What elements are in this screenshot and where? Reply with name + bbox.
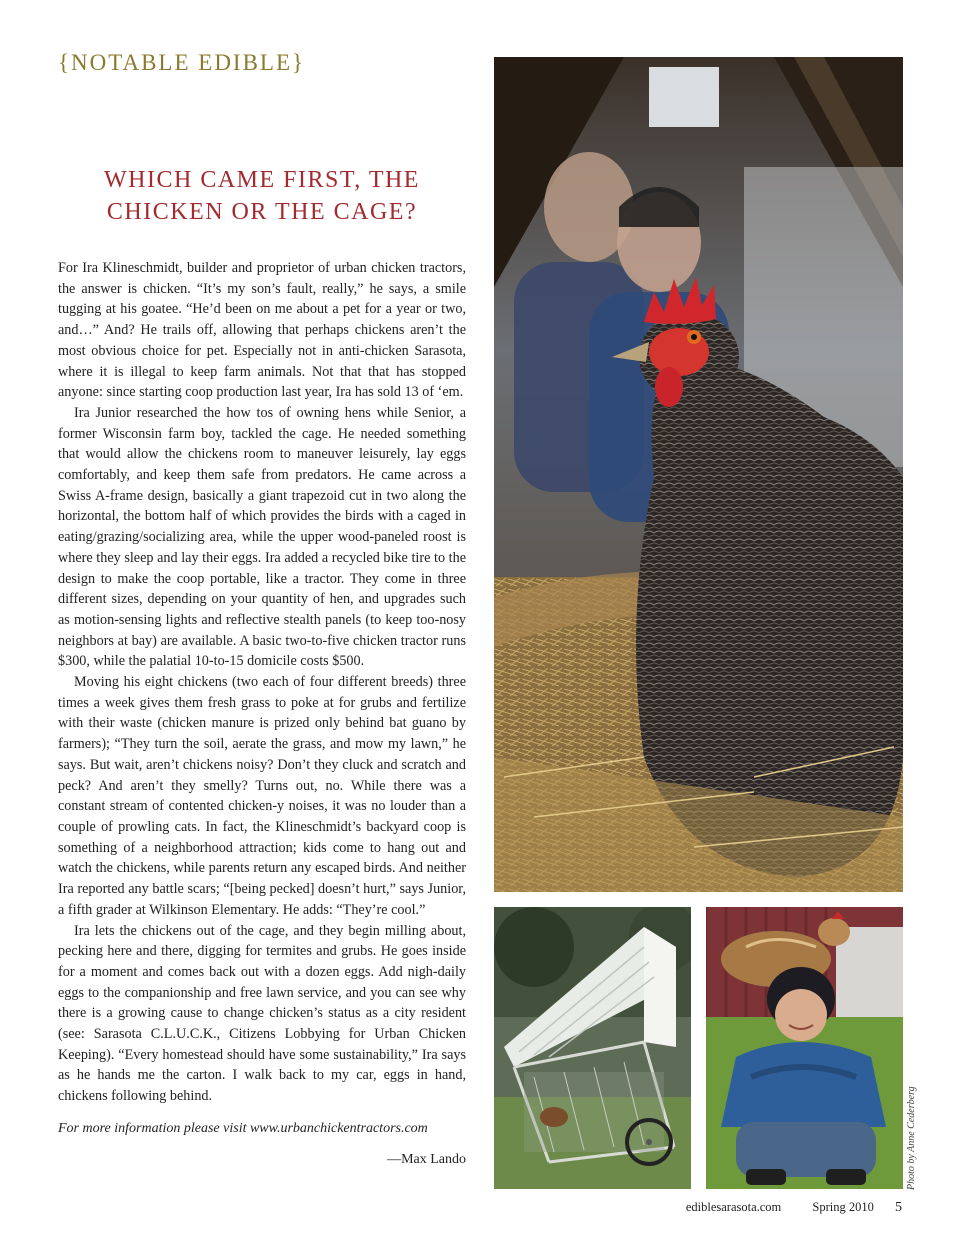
section-tag: {NOTABLE EDIBLE} xyxy=(58,50,306,75)
article-body xyxy=(58,258,466,1107)
article-paragraph-1: For Ira Klineschmidt, builder and proprietor of urban chicken tractors, the answer is chicken. “It’s my son’s fault, really,” he says, a smile tugging at his goatee. “He’d been on me about a pet for a year or two, and…” And? He trails off, allowing that perhaps chickens aren’t the most obvious choice for pet. Especially not in anti-chicken Sarasota, where it is illegal to keep farm animals. Not that that has stopped anyone: since starting coop production last year, Ira has sold 13 of ‘em. xyxy=(58,260,466,401)
article-paragraph-3: Moving his eight chickens (two each of four different breeds) three times a week gives them fresh grass to poke at for grubs and fertilize with their waste (chicken manure is prized only behind bat guano by farmers); “They turn the soil, aerate the grass, and mow my lawn,” he says. But wait, aren’t chickens noisy? Don’t they cluck and scratch and peck? And aren’t they smelly? Turns out, no. While there was a constant stream of contented chicken-y noises, it was no louder than a couple of prowling cats. In fact, the Klineschmidt’s backyard coop is something of a neighborhood attraction; kids come to hang out and watch the chickens, while parents return any escaped birds. And neither Ira reported any battle scars; “[being pecked] doesn’t hurt,” says Junior, a fifth grader at Wilkinson Elementary. He adds: “They’re cool.” xyxy=(58,674,466,918)
photo-credit: Photo by Anne Cederberg xyxy=(906,1086,917,1190)
chicken-coop-photo xyxy=(494,907,691,1189)
boy-with-hen-photo xyxy=(706,907,903,1189)
more-info-note: For more information please visit www.urbanchickentractors.com xyxy=(58,1121,428,1136)
headline-line-1: WHICH CAME FIRST, THE xyxy=(104,167,420,193)
article-paragraph-2: Ira Junior researched the how tos of owning hens while Senior, a former Wisconsin farm boy, tackled the cage. He needed something that would allow the chickens room to maneuver leisurely, lay eggs comfortably, and keep them safe from predators. He came across a Swiss A-frame design, basically a giant trapezoid cut in two along the horizontal, the bottom half of which provides the birds with a caged in eating/grazing/socializing area, while the upper wood-paneled roost is where they sleep and lay their eggs. Ira added a recycled bike tire to the design to make the coop portable, like a tractor. They come in three different sizes, depending on your quantity of hen, and upgrades such as motion-sensing lights and reflective stealth panels (to keep too-nosy neighbors at bay) are available. A basic two-to-five chicken tractor runs $300, while the palatial 10-to-15 domicile costs $500. xyxy=(58,404,466,670)
hen-photo xyxy=(494,57,903,892)
boy-with-hen-illustration xyxy=(706,907,903,1189)
headline-line-2: CHICKEN OR THE CAGE? xyxy=(106,199,418,225)
page-footer xyxy=(686,1200,902,1216)
article-paragraph-4: Ira lets the chickens out of the cage, and they begin milling about, pecking here and there, digging for termites and grubs. He goes inside for a moment and comes back out with a dozen eggs. Add nigh-daily eggs to the companionship and free lawn service, and you can see why there is a growing cause to change chicken’s status as a city resident (see: Sarasota C.L.U.C.K., Citizens Lobbying for Urban Chicken Keeping). “Every homestead should have some sustainability,” Ira says as he hands me the carton. I walk back to my car, eggs in hand, chickens following behind. xyxy=(58,922,466,1105)
article-headline xyxy=(58,164,466,228)
author-byline: —Max Lando xyxy=(387,1152,466,1167)
chicken-coop-illustration xyxy=(494,907,691,1189)
page-number: 5 xyxy=(895,1200,902,1215)
footer-issue: Spring 2010 xyxy=(812,1200,874,1214)
footer-website: ediblesarasota.com xyxy=(685,1200,782,1214)
hen-photo-illustration xyxy=(494,57,903,892)
